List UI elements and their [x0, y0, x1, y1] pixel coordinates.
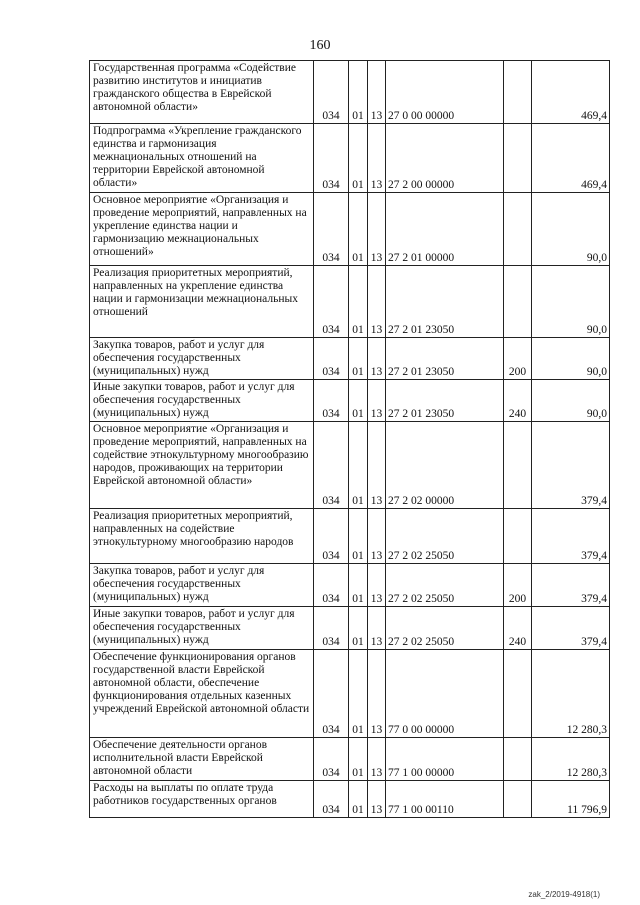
- row-section-code: [349, 266, 368, 338]
- row-subsection-code-text: 13: [370, 550, 383, 562]
- row-amount: [532, 422, 610, 509]
- row-subsection-code: [368, 422, 386, 509]
- row-subsection-code-text: 13: [370, 636, 383, 648]
- row-grbs-code-text: 034: [322, 636, 340, 648]
- row-target-article-code-text: 27 0 00 00000: [388, 110, 455, 122]
- row-section-code: [349, 781, 368, 818]
- row-grbs-code-text: 034: [322, 408, 340, 420]
- row-amount: [532, 338, 610, 380]
- row-subsection-code-text: 13: [370, 252, 383, 264]
- row-expense-type-code-text: 240: [508, 636, 527, 648]
- document-code: zak_2/2019-4918(1): [528, 890, 600, 899]
- row-name: [90, 564, 314, 607]
- row-grbs-code-text: 034: [322, 366, 340, 378]
- table-row: [90, 509, 610, 564]
- row-section-code-text: 01: [352, 110, 364, 122]
- row-amount-text: 379,4: [581, 636, 607, 648]
- row-grbs-code: [314, 509, 349, 564]
- row-amount-text: 469,4: [581, 110, 607, 122]
- row-section-code-text: 01: [352, 804, 364, 816]
- row-name: [90, 338, 314, 380]
- row-grbs-code: [314, 781, 349, 818]
- row-section-code-text: 01: [352, 324, 364, 336]
- row-name: [90, 124, 314, 193]
- row-grbs-code-text: 034: [322, 252, 340, 264]
- row-subsection-code: [368, 380, 386, 422]
- row-name-text: Закупка товаров, работ и услуг для обеспечения государственных (муниципальных) нужд: [93, 339, 265, 377]
- row-subsection-code-text: 13: [370, 366, 383, 378]
- row-subsection-code: [368, 781, 386, 818]
- row-expense-type-code: [504, 607, 532, 650]
- row-grbs-code: [314, 266, 349, 338]
- row-expense-type-code: [504, 509, 532, 564]
- row-name: [90, 193, 314, 266]
- row-grbs-code: [314, 564, 349, 607]
- row-name-text: Иные закупки товаров, работ и услуг для обеспечения государственных (муниципальных) нужд: [93, 381, 295, 419]
- row-target-article-code-text: 27 2 02 25050: [388, 593, 455, 605]
- row-section-code-text: 01: [352, 724, 364, 736]
- row-expense-type-code: [504, 338, 532, 380]
- row-section-code-text: 01: [352, 550, 364, 562]
- row-expense-type-code: [504, 422, 532, 509]
- table-row: [90, 338, 610, 380]
- row-target-article-code-text: 27 2 01 23050: [388, 408, 455, 420]
- row-grbs-code-text: 034: [322, 495, 340, 507]
- row-amount-text: 469,4: [581, 179, 607, 191]
- row-subsection-code-text: 13: [370, 767, 383, 779]
- row-section-code: [349, 124, 368, 193]
- row-subsection-code-text: 13: [370, 408, 383, 420]
- row-name-text: Расходы на выплаты по оплате труда работников государственных органов: [93, 782, 277, 807]
- page-number: 160: [309, 38, 331, 53]
- row-grbs-code: [314, 738, 349, 781]
- row-section-code-text: 01: [352, 767, 364, 779]
- row-section-code: [349, 380, 368, 422]
- row-grbs-code-text: 034: [322, 550, 340, 562]
- row-amount: [532, 607, 610, 650]
- row-section-code-text: 01: [352, 636, 364, 648]
- row-expense-type-code: [504, 380, 532, 422]
- row-amount: [532, 650, 610, 738]
- row-grbs-code-text: 034: [322, 179, 340, 191]
- row-target-article-code-text: 27 2 01 00000: [388, 252, 455, 264]
- row-subsection-code-text: 13: [370, 179, 383, 191]
- table-row: [90, 781, 610, 818]
- row-name: [90, 650, 314, 738]
- row-target-article-code-text: 27 2 01 23050: [388, 324, 455, 336]
- row-grbs-code: [314, 338, 349, 380]
- row-section-code-text: 01: [352, 593, 364, 605]
- row-grbs-code: [314, 607, 349, 650]
- row-expense-type-code: [504, 564, 532, 607]
- row-target-article-code-text: 27 2 01 23050: [388, 366, 455, 378]
- row-grbs-code-text: 034: [322, 804, 340, 816]
- row-subsection-code: [368, 124, 386, 193]
- row-subsection-code-text: 13: [370, 804, 383, 816]
- row-subsection-code-text: 13: [370, 110, 383, 122]
- row-grbs-code-text: 034: [322, 324, 340, 336]
- row-section-code: [349, 422, 368, 509]
- row-section-code: [349, 338, 368, 380]
- row-name-text: Обеспечение деятельности органов исполнительной власти Еврейской автономной области: [93, 739, 268, 777]
- row-name: [90, 61, 314, 124]
- row-subsection-code: [368, 650, 386, 738]
- row-target-article-code-text: 77 1 00 00110: [388, 804, 454, 816]
- row-grbs-code: [314, 650, 349, 738]
- table-row: [90, 61, 610, 124]
- row-amount: [532, 781, 610, 818]
- table-row: [90, 380, 610, 422]
- table-row: [90, 193, 610, 266]
- row-section-code: [349, 509, 368, 564]
- row-target-article-code-text: 27 2 02 25050: [388, 550, 455, 562]
- row-name-text: Закупка товаров, работ и услуг для обеспечения государственных (муниципальных) нужд: [93, 565, 265, 603]
- row-name-text: Основное мероприятие «Организация и проведение мероприятий, направленных на укрепление единства нации и гармонизацию межнациональных отношений»: [93, 194, 307, 258]
- row-amount-text: 379,4: [581, 495, 607, 507]
- row-name-text: Основное мероприятие «Организация и проведение мероприятий, направленных на содействие этнокультурному многообразию народов, проживающих на территории Еврейской автономной области»: [93, 423, 309, 487]
- row-name: [90, 607, 314, 650]
- row-section-code-text: 01: [352, 179, 364, 191]
- row-expense-type-code: [504, 124, 532, 193]
- table-row: [90, 266, 610, 338]
- row-grbs-code: [314, 422, 349, 509]
- row-grbs-code: [314, 61, 349, 124]
- row-amount-text: 379,4: [581, 550, 607, 562]
- row-grbs-code-text: 034: [322, 724, 340, 736]
- row-subsection-code-text: 13: [370, 724, 383, 736]
- row-amount-text: 90,0: [586, 252, 607, 264]
- row-target-article-code: [386, 338, 504, 380]
- row-target-article-code: [386, 193, 504, 266]
- row-amount: [532, 380, 610, 422]
- row-expense-type-code: [504, 266, 532, 338]
- row-target-article-code: [386, 509, 504, 564]
- row-target-article-code: [386, 564, 504, 607]
- row-amount: [532, 266, 610, 338]
- row-subsection-code: [368, 607, 386, 650]
- row-section-code: [349, 650, 368, 738]
- row-section-code: [349, 61, 368, 124]
- table-row: [90, 738, 610, 781]
- row-target-article-code: [386, 61, 504, 124]
- row-section-code-text: 01: [352, 495, 364, 507]
- row-target-article-code: [386, 650, 504, 738]
- row-name-text: Реализация приоритетных мероприятий, направленных на содействие этнокультурному многообразию народов: [93, 510, 294, 548]
- row-subsection-code: [368, 193, 386, 266]
- row-subsection-code: [368, 509, 386, 564]
- row-grbs-code-text: 034: [322, 767, 340, 779]
- row-target-article-code: [386, 781, 504, 818]
- row-amount-text: 90,0: [586, 408, 607, 420]
- row-subsection-code: [368, 564, 386, 607]
- row-expense-type-code-text: 200: [508, 366, 527, 378]
- row-grbs-code-text: 034: [322, 593, 340, 605]
- table-row: [90, 650, 610, 738]
- row-expense-type-code: [504, 61, 532, 124]
- table-row: [90, 607, 610, 650]
- row-amount: [532, 61, 610, 124]
- row-target-article-code-text: 27 2 02 25050: [388, 636, 455, 648]
- row-target-article-code: [386, 422, 504, 509]
- row-amount-text: 90,0: [586, 366, 607, 378]
- row-section-code: [349, 738, 368, 781]
- row-name: [90, 509, 314, 564]
- row-name: [90, 781, 314, 818]
- table-row: [90, 422, 610, 509]
- row-target-article-code: [386, 738, 504, 781]
- row-section-code: [349, 193, 368, 266]
- row-section-code-text: 01: [352, 408, 364, 420]
- row-grbs-code-text: 034: [322, 110, 340, 122]
- row-expense-type-code: [504, 650, 532, 738]
- row-subsection-code: [368, 266, 386, 338]
- row-amount: [532, 124, 610, 193]
- row-name-text: Иные закупки товаров, работ и услуг для обеспечения государственных (муниципальных) нужд: [93, 608, 295, 646]
- row-amount: [532, 564, 610, 607]
- row-name-text: Государственная программа «Содействие развитию институтов и инициатив гражданского общества в Еврейской автономной области»: [93, 62, 296, 113]
- row-expense-type-code: [504, 738, 532, 781]
- row-name-text: Обеспечение функционирования органов государственной власти Еврейской автономной области, обеспечение функционирования отдельных казенных учреждений Еврейской автономной области: [93, 651, 310, 715]
- row-target-article-code: [386, 266, 504, 338]
- row-name: [90, 738, 314, 781]
- row-expense-type-code-text: 200: [508, 593, 527, 605]
- budget-table-body: [90, 61, 610, 818]
- row-grbs-code: [314, 380, 349, 422]
- row-amount-text: 11 796,9: [567, 804, 607, 816]
- row-section-code-text: 01: [352, 252, 364, 264]
- row-grbs-code: [314, 124, 349, 193]
- row-subsection-code-text: 13: [370, 324, 383, 336]
- row-target-article-code: [386, 124, 504, 193]
- row-section-code: [349, 607, 368, 650]
- row-name: [90, 422, 314, 509]
- row-subsection-code: [368, 61, 386, 124]
- row-name-text: Реализация приоритетных мероприятий, направленных на укрепление единства нации и гармонизации межнациональных отношений: [93, 267, 298, 318]
- row-name-text: Подпрограмма «Укрепление гражданского единства и гармонизация межнациональных отношений на территории Еврейской автономной области»: [93, 125, 302, 189]
- row-target-article-code: [386, 607, 504, 650]
- row-name: [90, 266, 314, 338]
- row-expense-type-code: [504, 781, 532, 818]
- row-grbs-code: [314, 193, 349, 266]
- table-row: [90, 564, 610, 607]
- row-target-article-code-text: 27 2 02 00000: [388, 495, 455, 507]
- row-amount-text: 12 280,3: [566, 724, 607, 736]
- row-target-article-code-text: 77 1 00 00000: [388, 767, 455, 779]
- row-section-code-text: 01: [352, 366, 364, 378]
- row-target-article-code-text: 27 2 00 00000: [388, 179, 455, 191]
- row-amount: [532, 738, 610, 781]
- row-amount: [532, 193, 610, 266]
- row-subsection-code-text: 13: [370, 593, 383, 605]
- row-expense-type-code-text: 240: [508, 408, 527, 420]
- row-amount-text: 90,0: [586, 324, 607, 336]
- row-subsection-code: [368, 738, 386, 781]
- row-amount-text: 379,4: [581, 593, 607, 605]
- row-expense-type-code: [504, 193, 532, 266]
- row-amount-text: 12 280,3: [566, 767, 607, 779]
- row-amount: [532, 509, 610, 564]
- row-subsection-code-text: 13: [370, 495, 383, 507]
- row-section-code: [349, 564, 368, 607]
- row-subsection-code: [368, 338, 386, 380]
- table-row: [90, 124, 610, 193]
- row-target-article-code-text: 77 0 00 00000: [388, 724, 455, 736]
- budget-table: [89, 60, 610, 818]
- row-name: [90, 380, 314, 422]
- row-target-article-code: [386, 380, 504, 422]
